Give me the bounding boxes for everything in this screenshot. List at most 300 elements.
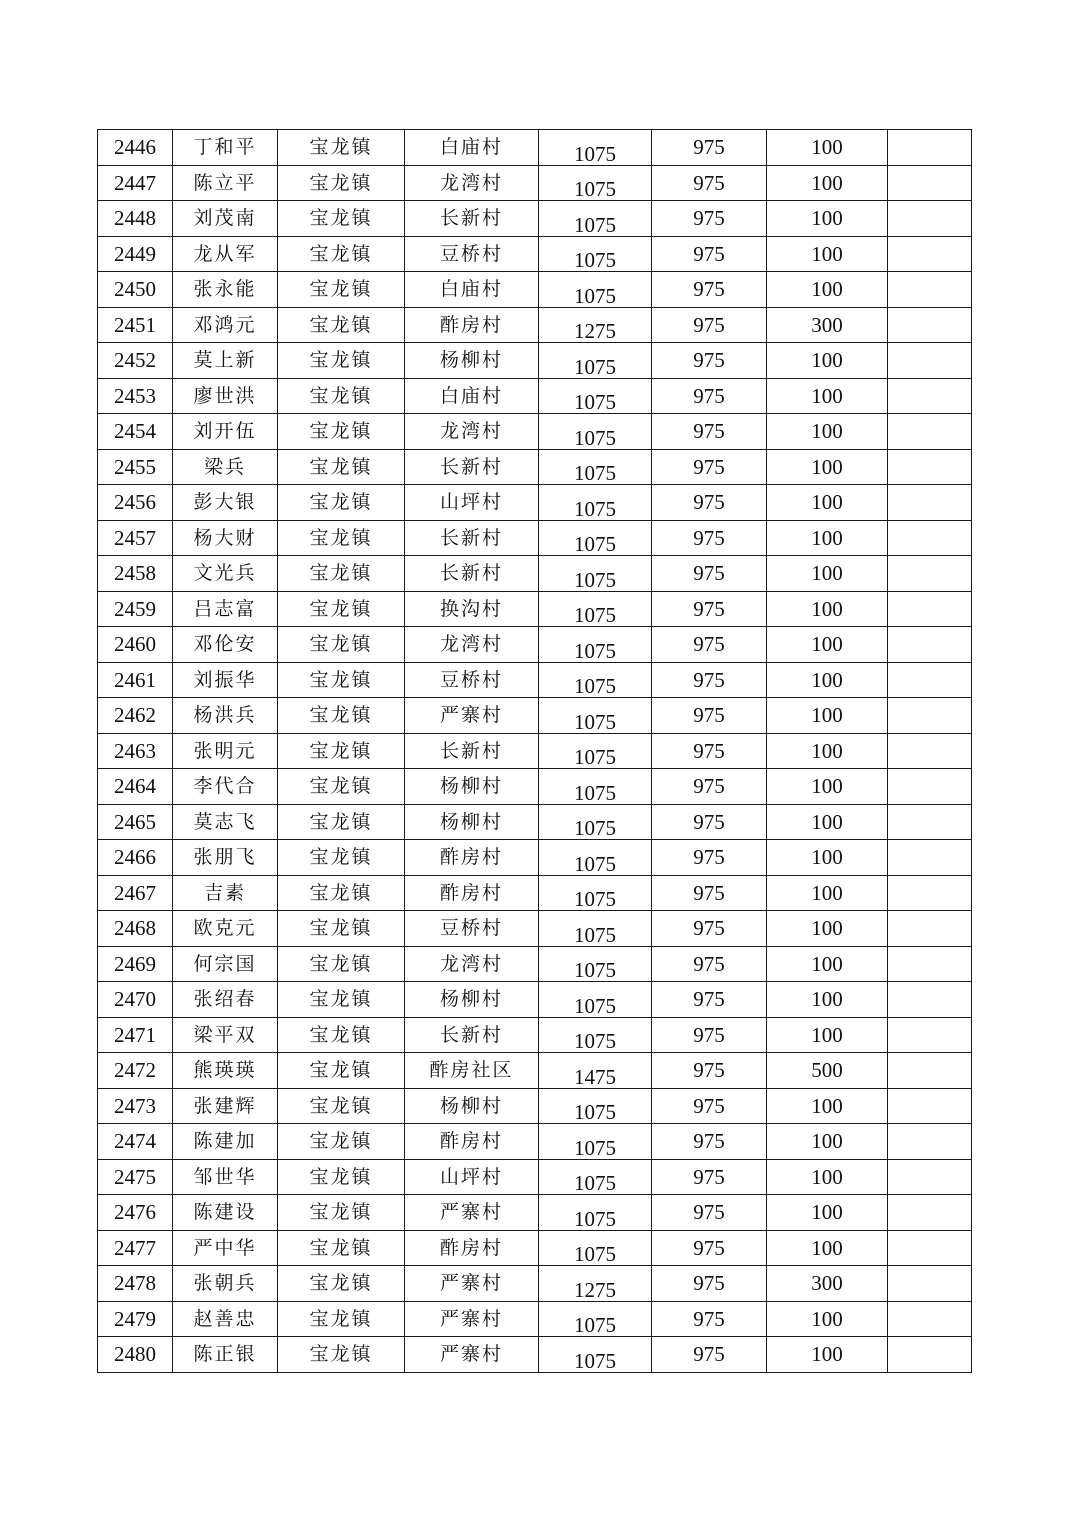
village-cell: 严寨村 bbox=[405, 1195, 539, 1231]
remark-cell bbox=[888, 1301, 972, 1337]
town-cell: 宝龙镇 bbox=[278, 698, 405, 734]
serial-no-cell: 2468 bbox=[98, 911, 173, 947]
name-cell: 梁兵 bbox=[173, 449, 278, 485]
base-cell: 975 bbox=[652, 840, 767, 876]
table-row bbox=[98, 201, 972, 237]
name-cell: 吕志富 bbox=[173, 591, 278, 627]
base-cell: 975 bbox=[652, 520, 767, 556]
serial-no-cell: 2459 bbox=[98, 591, 173, 627]
extra-cell: 100 bbox=[767, 1195, 888, 1231]
town-cell: 宝龙镇 bbox=[278, 1301, 405, 1337]
remark-cell bbox=[888, 343, 972, 379]
serial-no-cell: 2480 bbox=[98, 1337, 173, 1373]
table-row bbox=[98, 804, 972, 840]
village-cell: 酢房村 bbox=[405, 875, 539, 911]
extra-cell: 100 bbox=[767, 804, 888, 840]
total-cell: 1075 bbox=[539, 698, 652, 734]
remark-cell bbox=[888, 1159, 972, 1195]
table-row bbox=[98, 520, 972, 556]
village-cell: 龙湾村 bbox=[405, 165, 539, 201]
extra-cell: 100 bbox=[767, 769, 888, 805]
total-cell: 1075 bbox=[539, 520, 652, 556]
extra-cell: 500 bbox=[767, 1053, 888, 1089]
serial-no-cell: 2452 bbox=[98, 343, 173, 379]
village-cell: 豆桥村 bbox=[405, 236, 539, 272]
serial-no-cell: 2453 bbox=[98, 378, 173, 414]
base-cell: 975 bbox=[652, 875, 767, 911]
remark-cell bbox=[888, 236, 972, 272]
town-cell: 宝龙镇 bbox=[278, 662, 405, 698]
town-cell: 宝龙镇 bbox=[278, 627, 405, 663]
remark-cell bbox=[888, 1266, 972, 1302]
serial-no-cell: 2462 bbox=[98, 698, 173, 734]
total-cell: 1075 bbox=[539, 911, 652, 947]
name-cell: 廖世洪 bbox=[173, 378, 278, 414]
base-cell: 975 bbox=[652, 1053, 767, 1089]
town-cell: 宝龙镇 bbox=[278, 946, 405, 982]
remark-cell bbox=[888, 1124, 972, 1160]
village-cell: 长新村 bbox=[405, 1017, 539, 1053]
village-cell: 长新村 bbox=[405, 733, 539, 769]
serial-no-cell: 2456 bbox=[98, 485, 173, 521]
village-cell: 严寨村 bbox=[405, 1266, 539, 1302]
serial-no-cell: 2465 bbox=[98, 804, 173, 840]
name-cell: 陈立平 bbox=[173, 165, 278, 201]
base-cell: 975 bbox=[652, 733, 767, 769]
table-row bbox=[98, 698, 972, 734]
remark-cell bbox=[888, 627, 972, 663]
name-cell: 文光兵 bbox=[173, 556, 278, 592]
serial-no-cell: 2477 bbox=[98, 1230, 173, 1266]
base-cell: 975 bbox=[652, 1230, 767, 1266]
total-cell: 1075 bbox=[539, 840, 652, 876]
extra-cell: 100 bbox=[767, 840, 888, 876]
extra-cell: 100 bbox=[767, 1088, 888, 1124]
remark-cell bbox=[888, 1337, 972, 1373]
name-cell: 彭大银 bbox=[173, 485, 278, 521]
town-cell: 宝龙镇 bbox=[278, 378, 405, 414]
name-cell: 丁和平 bbox=[173, 130, 278, 166]
town-cell: 宝龙镇 bbox=[278, 1159, 405, 1195]
remark-cell bbox=[888, 875, 972, 911]
name-cell: 陈建加 bbox=[173, 1124, 278, 1160]
name-cell: 梁平双 bbox=[173, 1017, 278, 1053]
base-cell: 975 bbox=[652, 378, 767, 414]
total-cell: 1075 bbox=[539, 556, 652, 592]
total-cell: 1075 bbox=[539, 1337, 652, 1373]
village-cell: 严寨村 bbox=[405, 1301, 539, 1337]
base-cell: 975 bbox=[652, 556, 767, 592]
town-cell: 宝龙镇 bbox=[278, 1124, 405, 1160]
table-row bbox=[98, 414, 972, 450]
base-cell: 975 bbox=[652, 627, 767, 663]
town-cell: 宝龙镇 bbox=[278, 591, 405, 627]
table-row bbox=[98, 1088, 972, 1124]
village-cell: 严寨村 bbox=[405, 1337, 539, 1373]
village-cell: 杨柳村 bbox=[405, 1088, 539, 1124]
base-cell: 975 bbox=[652, 201, 767, 237]
name-cell: 张建辉 bbox=[173, 1088, 278, 1124]
table-row bbox=[98, 1017, 972, 1053]
village-cell: 龙湾村 bbox=[405, 946, 539, 982]
total-cell: 1075 bbox=[539, 236, 652, 272]
extra-cell: 100 bbox=[767, 485, 888, 521]
table-row bbox=[98, 130, 972, 166]
total-cell: 1075 bbox=[539, 946, 652, 982]
base-cell: 975 bbox=[652, 946, 767, 982]
total-cell: 1075 bbox=[539, 804, 652, 840]
table-row bbox=[98, 1230, 972, 1266]
total-cell: 1075 bbox=[539, 449, 652, 485]
town-cell: 宝龙镇 bbox=[278, 1088, 405, 1124]
serial-no-cell: 2473 bbox=[98, 1088, 173, 1124]
total-cell: 1075 bbox=[539, 1088, 652, 1124]
remark-cell bbox=[888, 982, 972, 1018]
town-cell: 宝龙镇 bbox=[278, 1230, 405, 1266]
remark-cell bbox=[888, 733, 972, 769]
village-cell: 杨柳村 bbox=[405, 804, 539, 840]
table-row bbox=[98, 449, 972, 485]
serial-no-cell: 2469 bbox=[98, 946, 173, 982]
town-cell: 宝龙镇 bbox=[278, 1053, 405, 1089]
total-cell: 1075 bbox=[539, 378, 652, 414]
base-cell: 975 bbox=[652, 982, 767, 1018]
table-row bbox=[98, 1266, 972, 1302]
village-cell: 白庙村 bbox=[405, 130, 539, 166]
town-cell: 宝龙镇 bbox=[278, 272, 405, 308]
remark-cell bbox=[888, 1230, 972, 1266]
serial-no-cell: 2478 bbox=[98, 1266, 173, 1302]
table-row bbox=[98, 875, 972, 911]
extra-cell: 100 bbox=[767, 165, 888, 201]
data-table-container bbox=[97, 129, 971, 1373]
town-cell: 宝龙镇 bbox=[278, 201, 405, 237]
remark-cell bbox=[888, 485, 972, 521]
table-row bbox=[98, 769, 972, 805]
extra-cell: 300 bbox=[767, 307, 888, 343]
serial-no-cell: 2457 bbox=[98, 520, 173, 556]
remark-cell bbox=[888, 946, 972, 982]
extra-cell: 100 bbox=[767, 236, 888, 272]
table-row bbox=[98, 982, 972, 1018]
village-cell: 严寨村 bbox=[405, 698, 539, 734]
table-row bbox=[98, 272, 972, 308]
total-cell: 1075 bbox=[539, 627, 652, 663]
total-cell: 1075 bbox=[539, 1230, 652, 1266]
extra-cell: 300 bbox=[767, 1266, 888, 1302]
town-cell: 宝龙镇 bbox=[278, 556, 405, 592]
table-row bbox=[98, 946, 972, 982]
serial-no-cell: 2455 bbox=[98, 449, 173, 485]
extra-cell: 100 bbox=[767, 343, 888, 379]
name-cell: 赵善忠 bbox=[173, 1301, 278, 1337]
name-cell: 邓鸿元 bbox=[173, 307, 278, 343]
serial-no-cell: 2463 bbox=[98, 733, 173, 769]
total-cell: 1075 bbox=[539, 165, 652, 201]
extra-cell: 100 bbox=[767, 1230, 888, 1266]
serial-no-cell: 2479 bbox=[98, 1301, 173, 1337]
name-cell: 邓伦安 bbox=[173, 627, 278, 663]
total-cell: 1075 bbox=[539, 1195, 652, 1231]
extra-cell: 100 bbox=[767, 520, 888, 556]
remark-cell bbox=[888, 840, 972, 876]
name-cell: 杨大财 bbox=[173, 520, 278, 556]
total-cell: 1275 bbox=[539, 307, 652, 343]
base-cell: 975 bbox=[652, 272, 767, 308]
name-cell: 李代合 bbox=[173, 769, 278, 805]
serial-no-cell: 2471 bbox=[98, 1017, 173, 1053]
base-cell: 975 bbox=[652, 485, 767, 521]
name-cell: 莫上新 bbox=[173, 343, 278, 379]
remark-cell bbox=[888, 1195, 972, 1231]
village-cell: 豆桥村 bbox=[405, 662, 539, 698]
base-cell: 975 bbox=[652, 662, 767, 698]
village-cell: 豆桥村 bbox=[405, 911, 539, 947]
serial-no-cell: 2460 bbox=[98, 627, 173, 663]
town-cell: 宝龙镇 bbox=[278, 130, 405, 166]
remark-cell bbox=[888, 414, 972, 450]
base-cell: 975 bbox=[652, 130, 767, 166]
village-cell: 换沟村 bbox=[405, 591, 539, 627]
table-row bbox=[98, 378, 972, 414]
village-cell: 白庙村 bbox=[405, 378, 539, 414]
table-row bbox=[98, 165, 972, 201]
base-cell: 975 bbox=[652, 1159, 767, 1195]
extra-cell: 100 bbox=[767, 1301, 888, 1337]
name-cell: 张永能 bbox=[173, 272, 278, 308]
serial-no-cell: 2474 bbox=[98, 1124, 173, 1160]
total-cell: 1075 bbox=[539, 1301, 652, 1337]
village-cell: 长新村 bbox=[405, 449, 539, 485]
village-cell: 酢房村 bbox=[405, 1124, 539, 1160]
base-cell: 975 bbox=[652, 911, 767, 947]
base-cell: 975 bbox=[652, 236, 767, 272]
subsidy-table bbox=[97, 129, 972, 1373]
remark-cell bbox=[888, 130, 972, 166]
table-row bbox=[98, 343, 972, 379]
base-cell: 975 bbox=[652, 1088, 767, 1124]
table-row bbox=[98, 1159, 972, 1195]
total-cell: 1075 bbox=[539, 272, 652, 308]
remark-cell bbox=[888, 520, 972, 556]
total-cell: 1075 bbox=[539, 982, 652, 1018]
total-cell: 1075 bbox=[539, 875, 652, 911]
table-row bbox=[98, 1053, 972, 1089]
name-cell: 刘振华 bbox=[173, 662, 278, 698]
town-cell: 宝龙镇 bbox=[278, 165, 405, 201]
table-row bbox=[98, 236, 972, 272]
remark-cell bbox=[888, 769, 972, 805]
name-cell: 龙从军 bbox=[173, 236, 278, 272]
remark-cell bbox=[888, 1017, 972, 1053]
remark-cell bbox=[888, 378, 972, 414]
name-cell: 陈建设 bbox=[173, 1195, 278, 1231]
town-cell: 宝龙镇 bbox=[278, 769, 405, 805]
serial-no-cell: 2475 bbox=[98, 1159, 173, 1195]
remark-cell bbox=[888, 591, 972, 627]
total-cell: 1075 bbox=[539, 1017, 652, 1053]
name-cell: 欧克元 bbox=[173, 911, 278, 947]
serial-no-cell: 2466 bbox=[98, 840, 173, 876]
base-cell: 975 bbox=[652, 1195, 767, 1231]
town-cell: 宝龙镇 bbox=[278, 343, 405, 379]
village-cell: 龙湾村 bbox=[405, 414, 539, 450]
extra-cell: 100 bbox=[767, 201, 888, 237]
serial-no-cell: 2476 bbox=[98, 1195, 173, 1231]
table-row bbox=[98, 911, 972, 947]
village-cell: 长新村 bbox=[405, 520, 539, 556]
village-cell: 杨柳村 bbox=[405, 982, 539, 1018]
serial-no-cell: 2447 bbox=[98, 165, 173, 201]
table-row bbox=[98, 1195, 972, 1231]
extra-cell: 100 bbox=[767, 130, 888, 166]
table-row bbox=[98, 733, 972, 769]
remark-cell bbox=[888, 662, 972, 698]
village-cell: 杨柳村 bbox=[405, 343, 539, 379]
remark-cell bbox=[888, 1088, 972, 1124]
total-cell: 1075 bbox=[539, 1124, 652, 1160]
total-cell: 1075 bbox=[539, 733, 652, 769]
remark-cell bbox=[888, 698, 972, 734]
town-cell: 宝龙镇 bbox=[278, 875, 405, 911]
name-cell: 刘茂南 bbox=[173, 201, 278, 237]
table-row bbox=[98, 1301, 972, 1337]
extra-cell: 100 bbox=[767, 272, 888, 308]
serial-no-cell: 2448 bbox=[98, 201, 173, 237]
base-cell: 975 bbox=[652, 1124, 767, 1160]
total-cell: 1075 bbox=[539, 1159, 652, 1195]
total-cell: 1075 bbox=[539, 591, 652, 627]
extra-cell: 100 bbox=[767, 946, 888, 982]
serial-no-cell: 2467 bbox=[98, 875, 173, 911]
table-body bbox=[98, 130, 972, 1373]
serial-no-cell: 2472 bbox=[98, 1053, 173, 1089]
town-cell: 宝龙镇 bbox=[278, 414, 405, 450]
remark-cell bbox=[888, 307, 972, 343]
serial-no-cell: 2464 bbox=[98, 769, 173, 805]
table-row bbox=[98, 1124, 972, 1160]
name-cell: 何宗国 bbox=[173, 946, 278, 982]
total-cell: 1075 bbox=[539, 130, 652, 166]
name-cell: 邹世华 bbox=[173, 1159, 278, 1195]
town-cell: 宝龙镇 bbox=[278, 1017, 405, 1053]
village-cell: 酢房社区 bbox=[405, 1053, 539, 1089]
extra-cell: 100 bbox=[767, 1159, 888, 1195]
town-cell: 宝龙镇 bbox=[278, 236, 405, 272]
extra-cell: 100 bbox=[767, 698, 888, 734]
village-cell: 山坪村 bbox=[405, 485, 539, 521]
serial-no-cell: 2446 bbox=[98, 130, 173, 166]
serial-no-cell: 2470 bbox=[98, 982, 173, 1018]
table-row bbox=[98, 1337, 972, 1373]
village-cell: 白庙村 bbox=[405, 272, 539, 308]
base-cell: 975 bbox=[652, 165, 767, 201]
table-row bbox=[98, 307, 972, 343]
extra-cell: 100 bbox=[767, 1124, 888, 1160]
table-row bbox=[98, 485, 972, 521]
town-cell: 宝龙镇 bbox=[278, 911, 405, 947]
name-cell: 刘开伍 bbox=[173, 414, 278, 450]
name-cell: 杨洪兵 bbox=[173, 698, 278, 734]
village-cell: 酢房村 bbox=[405, 1230, 539, 1266]
remark-cell bbox=[888, 165, 972, 201]
base-cell: 975 bbox=[652, 804, 767, 840]
table-row bbox=[98, 591, 972, 627]
town-cell: 宝龙镇 bbox=[278, 733, 405, 769]
town-cell: 宝龙镇 bbox=[278, 485, 405, 521]
name-cell: 严中华 bbox=[173, 1230, 278, 1266]
remark-cell bbox=[888, 272, 972, 308]
serial-no-cell: 2450 bbox=[98, 272, 173, 308]
total-cell: 1475 bbox=[539, 1053, 652, 1089]
table-row bbox=[98, 840, 972, 876]
table-row bbox=[98, 627, 972, 663]
name-cell: 张绍春 bbox=[173, 982, 278, 1018]
remark-cell bbox=[888, 449, 972, 485]
base-cell: 975 bbox=[652, 449, 767, 485]
base-cell: 975 bbox=[652, 1017, 767, 1053]
base-cell: 975 bbox=[652, 698, 767, 734]
extra-cell: 100 bbox=[767, 1017, 888, 1053]
base-cell: 975 bbox=[652, 307, 767, 343]
total-cell: 1075 bbox=[539, 662, 652, 698]
extra-cell: 100 bbox=[767, 1337, 888, 1373]
total-cell: 1075 bbox=[539, 485, 652, 521]
extra-cell: 100 bbox=[767, 378, 888, 414]
village-cell: 酢房村 bbox=[405, 840, 539, 876]
village-cell: 山坪村 bbox=[405, 1159, 539, 1195]
table-row bbox=[98, 556, 972, 592]
extra-cell: 100 bbox=[767, 662, 888, 698]
total-cell: 1075 bbox=[539, 414, 652, 450]
extra-cell: 100 bbox=[767, 591, 888, 627]
extra-cell: 100 bbox=[767, 627, 888, 663]
extra-cell: 100 bbox=[767, 556, 888, 592]
name-cell: 陈正银 bbox=[173, 1337, 278, 1373]
remark-cell bbox=[888, 556, 972, 592]
total-cell: 1075 bbox=[539, 769, 652, 805]
serial-no-cell: 2461 bbox=[98, 662, 173, 698]
base-cell: 975 bbox=[652, 1301, 767, 1337]
town-cell: 宝龙镇 bbox=[278, 840, 405, 876]
name-cell: 张朝兵 bbox=[173, 1266, 278, 1302]
extra-cell: 100 bbox=[767, 733, 888, 769]
remark-cell bbox=[888, 804, 972, 840]
town-cell: 宝龙镇 bbox=[278, 307, 405, 343]
name-cell: 吉素 bbox=[173, 875, 278, 911]
total-cell: 1075 bbox=[539, 201, 652, 237]
serial-no-cell: 2449 bbox=[98, 236, 173, 272]
serial-no-cell: 2454 bbox=[98, 414, 173, 450]
name-cell: 张明元 bbox=[173, 733, 278, 769]
village-cell: 长新村 bbox=[405, 556, 539, 592]
town-cell: 宝龙镇 bbox=[278, 520, 405, 556]
village-cell: 龙湾村 bbox=[405, 627, 539, 663]
serial-no-cell: 2451 bbox=[98, 307, 173, 343]
village-cell: 酢房村 bbox=[405, 307, 539, 343]
remark-cell bbox=[888, 911, 972, 947]
remark-cell bbox=[888, 1053, 972, 1089]
base-cell: 975 bbox=[652, 769, 767, 805]
total-cell: 1275 bbox=[539, 1266, 652, 1302]
extra-cell: 100 bbox=[767, 911, 888, 947]
base-cell: 975 bbox=[652, 343, 767, 379]
serial-no-cell: 2458 bbox=[98, 556, 173, 592]
extra-cell: 100 bbox=[767, 414, 888, 450]
town-cell: 宝龙镇 bbox=[278, 1266, 405, 1302]
town-cell: 宝龙镇 bbox=[278, 804, 405, 840]
total-cell: 1075 bbox=[539, 343, 652, 379]
